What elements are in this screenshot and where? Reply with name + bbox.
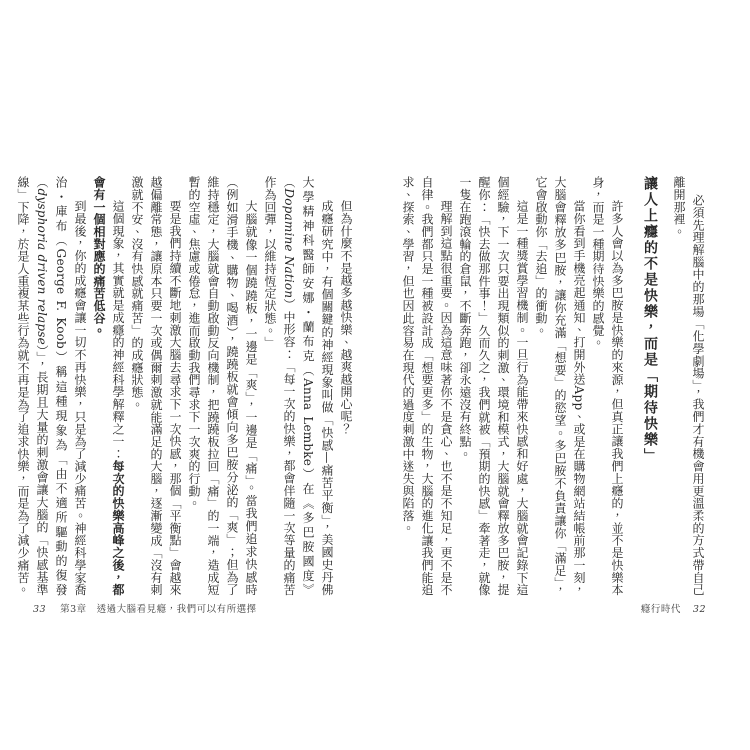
paragraph — [127, 176, 184, 596]
text-segment: ）在《多巴胺國度》（ — [282, 176, 315, 596]
text-segment-bold: 每次的快樂高峰之後，都會有一個相對應的痛苦低谷。 — [92, 176, 125, 596]
text-segment: 到最後，你的成癮會讓一切不再快樂，只是為了減少痛苦。神經科學家喬治・庫布（ — [54, 176, 87, 596]
right-page-text-block — [377, 176, 707, 596]
left-page-text-block — [10, 176, 355, 596]
text-segment: 大腦就像一個蹺蹺板，一邊是「爽」，一邊是「痛」。當我們追求快感時（例如滑手機、購物、喝酒），蹺蹺板就會傾向多巴胺分泌的「爽」；但為了維持穩定，大腦就會自動啟動反向機制，把蹺蹺板拉回「痛」的一端，造成短暫的空虛、焦慮或倦怠，進而啟動我們尋求下一次爽的行動。 — [187, 176, 258, 596]
paragraph — [260, 176, 336, 596]
text-segment: 讓人上癮的不是快樂，而是「期待快樂」 — [642, 176, 658, 464]
text-segment: 這是一種獎賞學習機制。一旦行為能帶來快感和好處，大腦就會記錄下這個經驗，下一次只要出現類似的刺激、環境和模式，大腦就會釋放多巴胺，提醒你：「快去做那件事！」久而久之，我們就被「預期的快感」牽著走，就像一隻在跑滾輪的倉鼠，不斷奔跑，卻永遠沒有終點。 — [458, 176, 529, 596]
paragraph — [588, 176, 626, 596]
paragraph — [531, 176, 588, 596]
text-segment: 成癮研究中，有個關鍵的神經現象叫做「快感—痛苦平衡」，美國史丹佛大學精神科醫師安娜・蘭布克（ — [301, 176, 334, 596]
text-segment: 這個現象，其實就是成癮的神經科學解釋之一： — [111, 200, 125, 460]
text-segment: 要是我們持續不斷地刺激大腦去尋求下一次快感，那個「平衡點」會越來越偏離常態，讓原本只要一次或偶爾刺激就能滿足的大腦，逐漸變成「沒有刺激就不安、沒有快感就痛苦」的成癮狀態。 — [130, 176, 182, 596]
text-segment: 當你看到手機亮起通知、打開外送App、或是在購物網站結帳前那一刻，大腦會釋放多巴胺，讓你充滿「想要」的慾望。多巴胺不負責讓你「滿足」，它會啟動你「去追」的衝動。 — [534, 176, 586, 596]
text-segment: ）稱這種現象為「由不適所驅動的復發（ — [35, 176, 68, 597]
text-segment: 必須先理解腦中的那場「化學劇場」，我們才有機會用更溫柔的方式帶自己離開那裡。 — [672, 176, 705, 596]
paragraph — [398, 176, 455, 596]
text-segment-latin: George F. Koob — [54, 248, 68, 349]
right-page-number: 32 — [692, 604, 706, 615]
footer-chapter-title: 透過大腦看見癮，我們可以有所選擇 — [96, 604, 257, 615]
text-segment: 理解到這點很重要。因為這意味著你不是貪心、也不是不知足，更不是不自律。我們都只是一種被設計成「想要更多」的生物，大腦的進化讓我們能追求、探索、學習，但也因此容易在現代的過度刺激中迷失與陷落。 — [401, 176, 453, 596]
footer-chapter-label: 第3章 — [60, 604, 87, 615]
text-segment-latin-italic: dysphoria driven relapse — [35, 188, 49, 345]
paragraph — [13, 176, 89, 596]
paragraph — [669, 176, 707, 596]
text-segment: ）中形容：「每一次的快樂，都會伴隨一次等量的痛苦作為回彈，以維持恆定狀態。」 — [263, 176, 296, 596]
left-page-footer — [33, 601, 257, 615]
paragraph — [455, 176, 531, 596]
left-page-number: 33 — [33, 604, 47, 615]
text-segment-latin-italic: Dopamine Nation — [282, 188, 296, 299]
text-segment: 但為什麼不是越多越快樂、越爽越開心呢？ — [339, 200, 353, 435]
text-segment: 許多人會以為多巴胺是快樂的來源，但真正讓我們上癮的，並不是快樂本身，而是一種期待快樂的感覺。 — [591, 176, 624, 596]
text-segment: ）」，長期且大量的刺激會讓大腦的「快感基準線」下降，於是人重複某些行為就不再是為了追求快樂，而是為了減少痛苦。 — [16, 176, 49, 596]
paragraph — [184, 176, 260, 596]
text-segment-latin: Anna Lembke — [301, 378, 315, 467]
footer-book-title: 癮行時代 — [640, 604, 681, 615]
paragraph — [336, 176, 355, 596]
paragraph — [89, 176, 127, 596]
right-page-footer — [641, 601, 706, 615]
section-heading — [640, 176, 660, 596]
